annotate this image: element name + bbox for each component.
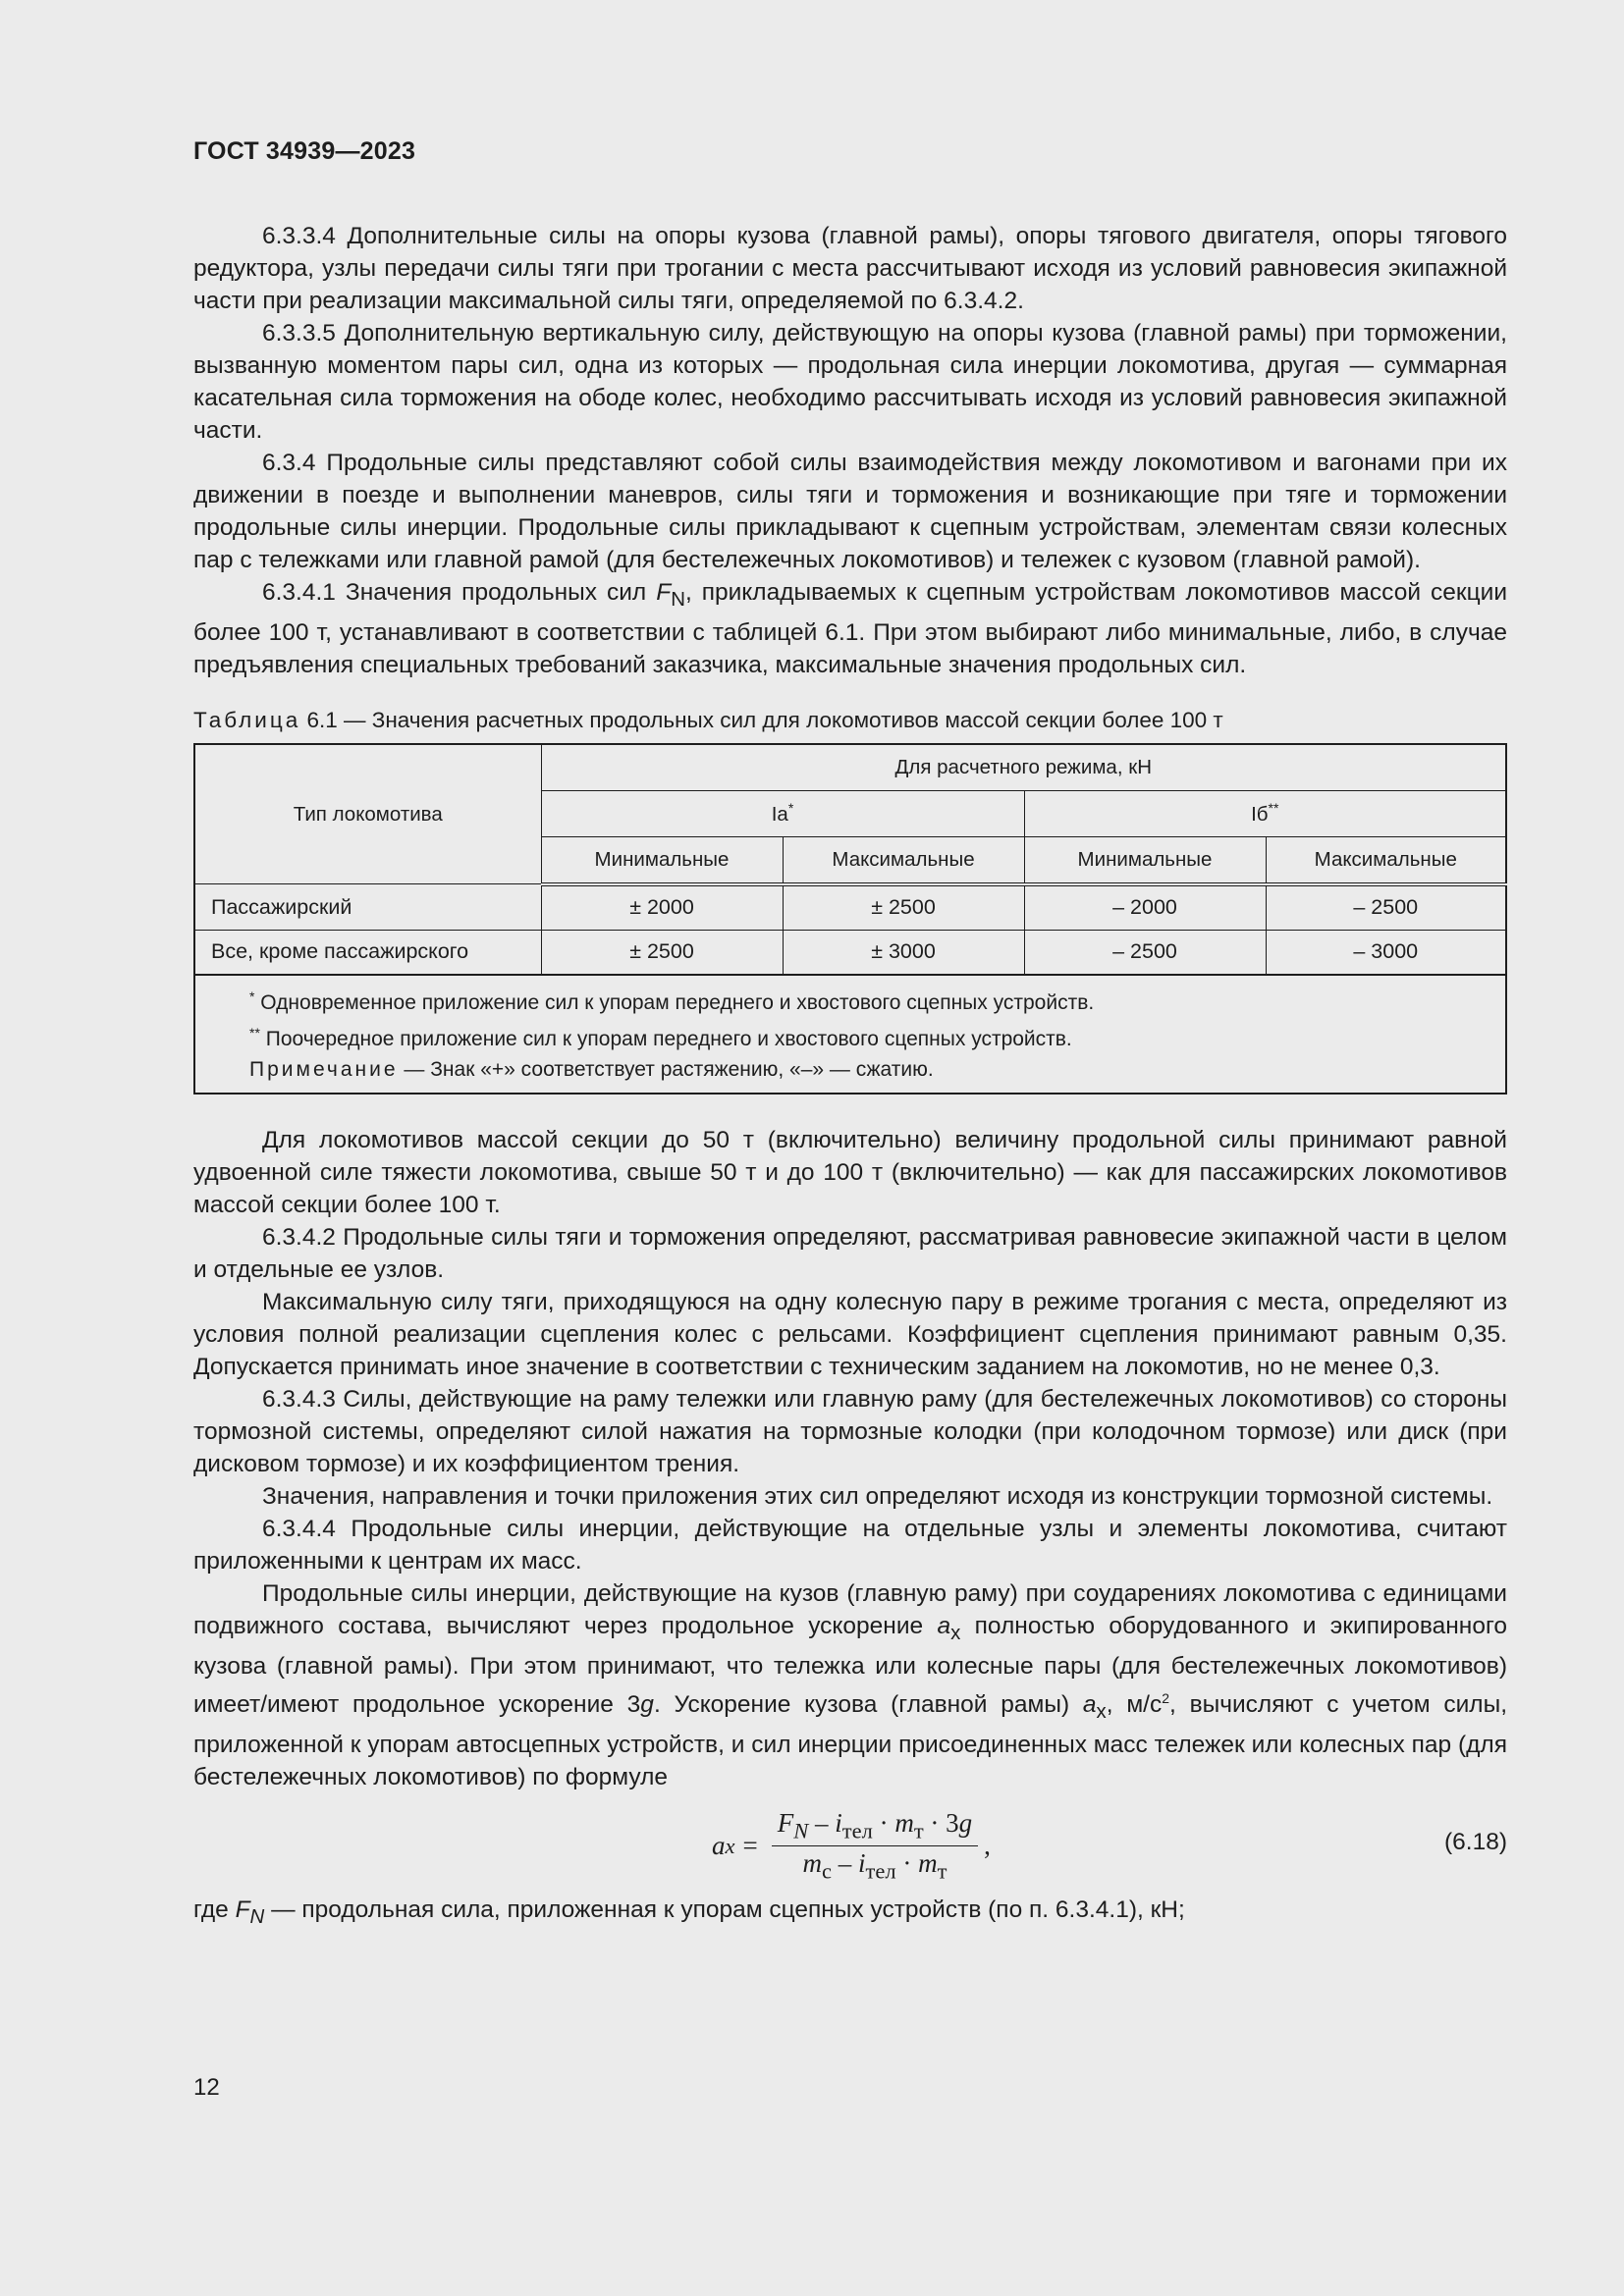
column-header-type: Тип локомотива: [194, 744, 541, 884]
document-header: ГОСТ 34939—2023: [193, 137, 416, 165]
cell-ia-min: ± 2500: [541, 930, 783, 975]
column-header-ib-max: Максимальные: [1266, 836, 1506, 884]
cell-ia-max: ± 2500: [783, 884, 1024, 931]
footnote-single: * Одновременное приложение сил к упорам переднего и хвостового сцепных устройств.: [249, 988, 1095, 1014]
page-number: 12: [193, 2074, 220, 2101]
paragraph-6-3-4: 6.3.4 Продольные силы представляют собой силы взаимодействия между локомотивом и вагонами при их движении в поезде и выполнении маневров, силы тяги и торможения и возникающие при тяге и торможении продольные силы инерции. Продольные силы прикладывают к сцепным устройствам, элементам связи колесных пар с тележками или главной рамой (для бестележечных локомотивов) и тележек с кузовом (главной рамой).: [193, 450, 1507, 573]
table-note: Примечание — Знак «+» соответствует растяжению, «–» — сжатию.: [249, 1057, 934, 1081]
cell-ib-max: – 2500: [1266, 884, 1506, 931]
formula-number: (6.18): [1443, 1828, 1507, 1855]
table-row: [194, 884, 1506, 931]
cell-type: Все, кроме пассажирского: [194, 930, 541, 975]
formula-numerator: $F_N - i_{тел} \cdot m_т \cdot 3g$: [772, 1808, 978, 1846]
paragraph-brake-forces: Значения, направления и точки приложения этих сил определяют исходя из конструкции тормозной системы.: [262, 1482, 1493, 1510]
paragraph-light-locomotives: Для локомотивов массой секции до 50 т (включительно) величину продольной силы принимают равной удвоенной силе тяжести локомотива, свыше 50 т и до 100 т (включительно) — как для пассажирских локомотивов массой секции более 100 т.: [193, 1126, 1507, 1218]
cell-ia-min: ± 2000: [541, 884, 783, 931]
document-page: [193, 137, 1507, 1934]
table-caption: Таблица 6.1 — Значения расчетных продольных сил для локомотивов массой секции более 100 т: [193, 707, 1223, 732]
formula-denominator: $m_с - i_{тел} \cdot m_т$: [802, 1848, 947, 1884]
column-header-mode-ia: Iа*: [541, 790, 1024, 836]
longitudinal-forces-table: [193, 743, 1507, 1095]
paragraph-6-3-3-5: 6.3.3.5 Дополнительную вертикальную силу, действующую на опоры кузова (главной рамы) при торможении, вызванную моментом пары сил, одна из которых — продольная сила инерции локомотива, другая — суммарная касательная сила торможения на ободе колес, необходимо рассчитывать исходя из условий равновесия экипажной части.: [193, 320, 1507, 444]
cell-ia-max: ± 3000: [783, 930, 1024, 975]
paragraph-6-3-4-2: 6.3.4.2 Продольные силы тяги и торможения определяют, рассматривая равновесие экипажной части в целом и отдельные ее узлов.: [193, 1223, 1507, 1283]
paragraph-6-3-4-1: 6.3.4.1 Значения продольных сил $F_N$, прикладываемых к сцепным устройствам локомотивов массой секции более 100 т, устанавливают в соответствии с таблицей 6.1. При этом выбирают либо минимальные, либо, в случае предъявления специальных требований заказчика, максимальные значения продольных сил.: [193, 579, 1508, 678]
paragraph-6-3-3-4: 6.3.3.4 Дополнительные силы на опоры кузова (главной рамы), опоры тягового двигателя, опоры тягового редуктора, узлы передачи силы тяги при трогании с места рассчитывают исходя из условий равновесия экипажной части при реализации максимальной силы тяги, определяемой по 6.3.4.2.: [193, 223, 1507, 314]
column-header-ia-max: Максимальные: [783, 836, 1024, 884]
table-notes: [194, 975, 1506, 1094]
formula-expression: a x = $\frac{F_N - i_{тел} \cdot m_т \cdot 3g}{m_с - i_{тел} \cdot m_т}$ ,: [712, 1807, 991, 1884]
footnote-double: ** Поочередное приложение сил к упорам переднего и хвостового сцепных устройств.: [249, 1024, 1072, 1050]
paragraph-max-traction: Максимальную силу тяги, приходящуюся на одну колесную пару в режиме трогания с места, определяют из условия полной реализации сцепления колес с рельсами. Коэффициент сцепления принимают равным 0,35. Допускается принимать иное значение в соответствии с техническим заданием на локомотив, но не менее 0,3.: [193, 1288, 1507, 1380]
paragraph-6-3-4-3: 6.3.4.3 Силы, действующие на раму тележки или главную раму (для бестележечных локомотивов) со стороны тормозной системы, определяют силой нажатия на тормозные колодки (при колодочном тормозе) или диск (при дисковом тормозе) и их коэффициентом трения.: [193, 1385, 1507, 1477]
column-header-ia-min: Минимальные: [541, 836, 783, 884]
column-header-mode-ib: Iб**: [1024, 790, 1506, 836]
formula-where-clause: где $F_N$ — продольная сила, приложенная к упорам сцепных устройств (по п. 6.3.4.1), кН;: [193, 1896, 1185, 1928]
cell-type: Пассажирский: [194, 884, 541, 931]
formula-6-18: [193, 1801, 1507, 1892]
table-row: [194, 930, 1506, 975]
cell-ib-max: – 3000: [1266, 930, 1506, 975]
column-header-mode: Для расчетного режима, кН: [541, 744, 1506, 791]
formula-fraction: [772, 1808, 978, 1885]
paragraph-inertia: Продольные силы инерции, действующие на кузов (главную раму) при соударениях локомотива с единицами подвижного состава, вычисляют через продольное ускорение $a_x$ полностью оборудованного и экипированного кузова (главной рамы). При этом принимают, что тележка или колесные пары (для бестележечных локомотивов) имеет/имеют продольное ускорение 3g. Ускорение кузова (главной рамы) $a_x$, $м/с^2$, вычисляют с учетом силы, приложенной к упорам автосцепных устройств, и сил инерции присоединенных масс тележек или колесных пар (для бестележечных локомотивов) по формуле: [193, 1579, 1507, 1790]
cell-ib-min: – 2500: [1024, 930, 1266, 975]
paragraph-6-3-4-4: 6.3.4.4 Продольные силы инерции, действующие на отдельные узлы и элементы локомотива, считают приложенными к центрам их масс.: [193, 1515, 1507, 1575]
column-header-ib-min: Минимальные: [1024, 836, 1266, 884]
cell-ib-min: – 2000: [1024, 884, 1266, 931]
